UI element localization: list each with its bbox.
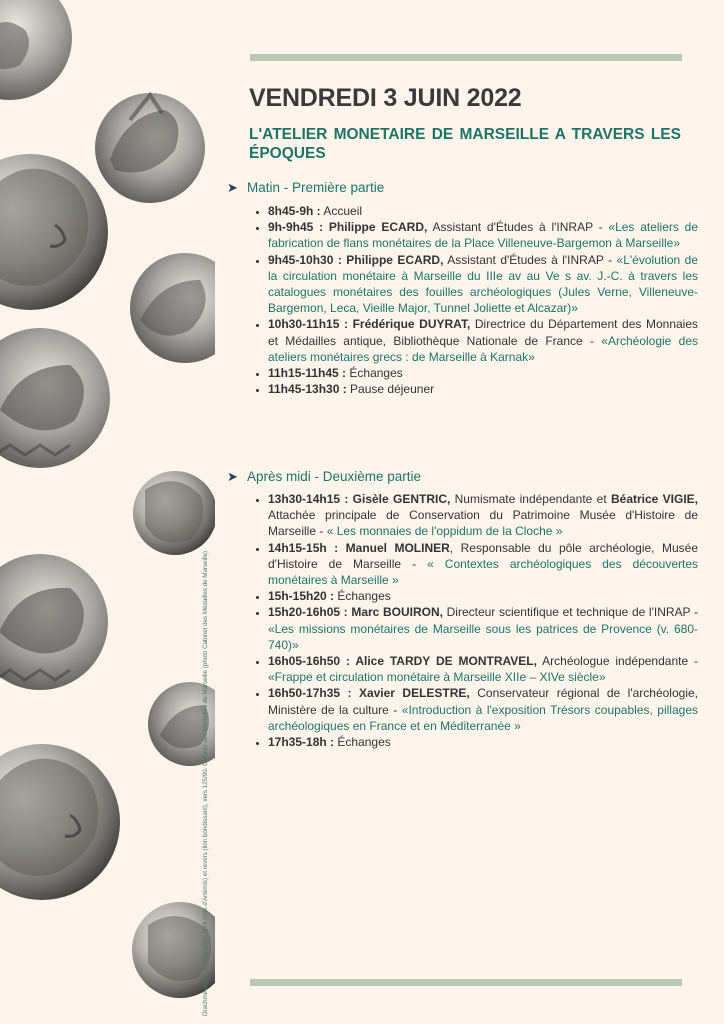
- arrow-icon: ➤: [227, 180, 238, 195]
- subtitle: L'ATELIER MONETAIRE DE MARSEILLE A TRAVERS LES ÉPOQUES: [249, 126, 681, 162]
- list-item: • 14h15-15h : Manuel MOLINER, Responsable du pôle archéologie, Musée d'Histoire de Marseille - « Contextes archéologiques des découvertes monétaires à Marseille »: [268, 540, 698, 589]
- list-item: • 8h45-9h : Accueil: [268, 203, 698, 219]
- morning-schedule: [250, 203, 698, 397]
- coin-reverse-3-icon: [130, 253, 215, 363]
- top-divider: [250, 54, 682, 61]
- coin-reverse-2-icon: [95, 93, 205, 203]
- list-item: • 10h30-11h15 : Frédérique DUYRAT, Directrice du Département des Monnaies et Médailles antique, Bibliothèque Nationale de France - «Archéologie des ateliers monétaires grecs : de Marseille à Karnak»: [268, 316, 698, 365]
- list-item: • 15h-15h20 : Échanges: [268, 588, 698, 604]
- coin-reverse-1-icon: [0, 0, 72, 100]
- morning-heading: ➤ Matin - Première partie: [227, 180, 385, 195]
- list-item: • 11h45-13h30 : Pause déjeuner: [268, 381, 698, 397]
- coin-column: [0, 0, 215, 1024]
- afternoon-heading: ➤ Après midi - Deuxième partie: [227, 469, 422, 484]
- arrow-icon: ➤: [227, 469, 238, 484]
- list-item: • 15h20-16h05 : Marc BOUIRON, Directeur scientifique et technique de l'INRAP - «Les missions monétaires de Marseille sous les patrices de Provence (v. 680-740)»: [268, 604, 698, 653]
- photo-credit: Drachme légère de Marseille, droit (tête d'Artémis) et revers (lion bondissant), vers 125/90. Cabinet des Médailles de Marseille (photo Cabinet des Médailles de Marseille): [202, 550, 209, 1016]
- list-item: • 11h15-11h45 : Échanges: [268, 365, 698, 381]
- day-title: VENDREDI 3 JUIN 2022: [249, 84, 522, 112]
- bottom-divider: [250, 979, 682, 986]
- coin-obverse-3-icon: [0, 744, 120, 900]
- afternoon-schedule: [250, 491, 698, 750]
- list-item: • 9h-9h45 : Philippe ECARD, Assistant d'Études à l'INRAP - «Les ateliers de fabrication de flans monétaires de la Place Villeneuve-Bargemon à Marseille»: [268, 219, 698, 251]
- list-item: • 9h45-10h30 : Philippe ECARD, Assistant d'Études à l'INRAP - «L'évolution de la circulation monétaire à Marseille du IIIe av au Ve s av. J.-C. à travers les catalogues monétaires des fouilles archéologiques (Jules Verne, Villeneuve-Bargemon, Leca, Vieille Major, Tunnel Joliette et Alcazar)»: [268, 252, 698, 317]
- list-item: • 17h35-18h : Échanges: [268, 734, 698, 750]
- list-item: • 13h30-14h15 : Gisèle GENTRIC, Numismate indépendante et Béatrice VIGIE, Attachée principale de Conservation du Patrimoine Musée d'Histoire de Marseille - « Les monnaies de l'oppidum de la Cloche »: [268, 491, 698, 540]
- coin-reverse-4-icon: [0, 328, 110, 468]
- list-item: • 16h05-16h50 : Alice TARDY DE MONTRAVEL, Archéologue indépendante - «Frappe et circulation monétaire à Marseille XIIe – XIVe siècle»: [268, 653, 698, 685]
- coin-reverse-5-icon: [0, 554, 108, 690]
- list-item: • 16h50-17h35 : Xavier DELESTRE, Conservateur régional de l'archéologie, Ministère de la culture - «Introduction à l'exposition Trésors coupables, pillages archéologiques en France et en Méditerranée »: [268, 685, 698, 734]
- coin-obverse-1-icon: [0, 154, 108, 310]
